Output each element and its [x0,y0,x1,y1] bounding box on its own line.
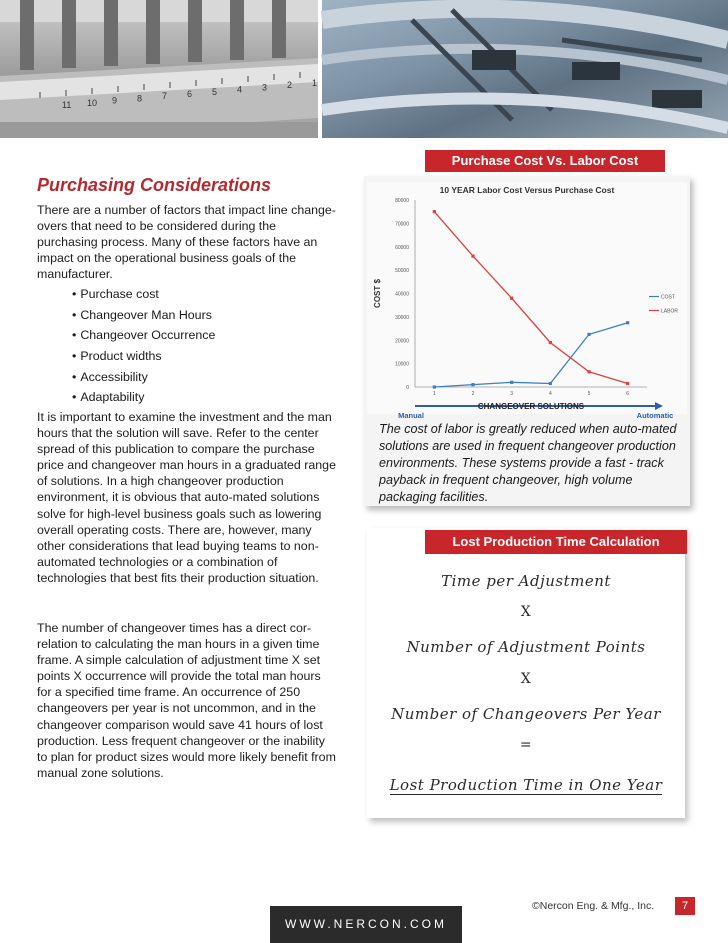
x-arrow-head [655,402,663,410]
copyright-text: ©Nercon Eng. & Mfg., Inc. [532,900,655,912]
formula-result-text: Lost Production Time in One Year [389,776,663,794]
formula-multiply-symbol: X [520,604,532,620]
conveyor-photo [322,0,728,138]
formula-result [367,776,685,794]
y-tick-label: 40000 [395,291,409,298]
bullet-glyph: • [72,349,77,364]
chart-title: 10 YEAR Labor Cost Versus Purchase Cost [439,185,615,195]
page-number: 7 [675,897,695,915]
list-item-label: Product widths [80,349,162,364]
y-tick-label: 50000 [395,268,409,275]
bullet-glyph: • [72,287,77,301]
x-tick-label: 1 [432,391,436,397]
formula-term-adjustment-time: Time per Adjustment [441,572,611,590]
list-item [72,367,215,388]
conveyor-photo-art [322,0,728,138]
calculation-section-tab: Lost Production Time Calculation [425,530,687,554]
ruler-photo-art [0,0,318,138]
ruler-number: 4 [237,84,243,95]
list-item [72,305,215,326]
bullet-glyph: • [72,328,77,343]
y-tick-label: 0 [406,385,409,391]
series-line-cost [434,323,627,387]
data-point-labor [471,255,474,258]
bullet-glyph: • [72,390,77,405]
chart-svg [367,182,687,420]
changeover-paragraph: The number of changeover times has a direct cor-relation to calculating the man hours in a given time frame. A simple calculation of adjustment time X set points X occurrence will provide the total man hours for a specified time frame. An occurrence of 250 changeovers per year is not uncommon, and in the changeover comparison would save 41 hours of lost production. Less frequent changeover or the inability to plan for product sizes would more likely benefit from manual zone solutions. [37,621,336,780]
ruler-number: 9 [112,95,118,106]
section-heading: Purchasing Considerations [37,175,272,195]
y-axis-label: COST $ [373,279,382,308]
ruler-number: 2 [287,80,293,91]
factors-list [72,284,215,408]
x-tick-label: 3 [510,391,514,397]
y-tick-label: 70000 [395,221,409,228]
formula-multiply-symbol: X [520,671,532,687]
x-tick-label: 2 [471,391,475,397]
x-start-label: Manual [398,411,424,420]
formula-equals-symbol: = [519,737,533,753]
ruler-number: 7 [162,91,168,102]
list-item-label: Purchase cost [80,287,159,301]
ruler-number: 6 [187,89,193,99]
list-item-label: Changeover Occurrence [80,328,216,343]
data-point-labor [587,370,590,373]
x-end-label: Automatic [636,411,674,420]
y-tick-label: 30000 [395,314,409,321]
y-tick-label: 10000 [395,361,409,368]
cost-chart [367,182,687,420]
ruler-number: 5 [212,86,218,97]
ruler-number: 11 [62,100,72,110]
x-axis-label: CHANGEOVER SOLUTIONS [477,402,585,411]
chart-caption: The cost of labor is greatly reduced when auto-mated solutions are used in frequent changeover production environments. These systems provide a fast - track payback in frequent changeover, high volume packaging facilities. [379,422,677,504]
investment-paragraph: It is important to examine the investment and the man hours that the solution will save. Refer to the center spread of this publication to compare the purchase price and changeover man hours in a graduated range of solutions. In a high changeover production environment, it is obvious that auto-mated solutions solve for high-level business goals such as lowering overall operating costs. There are, however, many other considerations that lead buying teams to non-automated technologies or a combination of technologies that best fits their production situation. [37,410,336,585]
ruler-number: 10 [87,97,98,108]
y-tick-label: 80000 [395,198,409,204]
data-point-cost [433,385,436,388]
bullet-glyph: • [72,307,77,322]
x-tick-label: 4 [548,391,552,397]
list-item [72,284,215,305]
formula-term-adjustment-points: Number of Adjustment Points [406,638,646,656]
intro-paragraph: There are a number of factors that impact line change-overs that need to be considered during the purchasing process. Many of these factors have an impact on the operational business goals of the manufacturer. [37,203,336,282]
list-item-label: Changeover Man Hours [80,307,212,322]
list-item-label: Adaptability [80,390,145,405]
data-point-cost [587,333,590,336]
y-tick-label: 20000 [395,338,409,345]
data-point-labor [433,210,436,213]
series-line-labor [434,212,627,384]
data-point-cost [549,382,552,385]
chart-section-tab: Purchase Cost Vs. Labor Cost [425,150,665,172]
y-tick-label: 60000 [395,244,409,251]
x-tick-label: 5 [587,391,591,397]
ruler-number: 3 [262,82,268,93]
list-item-label: Accessibility [80,369,148,384]
formula-term-changeovers: Number of Changeovers Per Year [391,705,661,723]
legend-label-cost: COST [661,294,675,301]
machine-ruler-photo [0,0,318,138]
data-point-cost [471,383,474,386]
data-point-labor [510,297,513,300]
bullet-glyph: • [72,369,77,384]
legend-label-labor: LABOR [661,308,678,315]
data-point-cost [626,321,629,324]
ruler-number: 1 [312,78,318,88]
list-item [72,387,215,408]
list-item [72,346,215,367]
data-point-labor [549,341,552,344]
data-point-cost [510,381,513,384]
x-tick-label: 6 [626,391,630,397]
data-point-labor [626,382,629,385]
website-link[interactable]: WWW.NERCON.COM [270,906,462,943]
list-item [72,325,215,346]
ruler-number: 8 [137,93,143,104]
